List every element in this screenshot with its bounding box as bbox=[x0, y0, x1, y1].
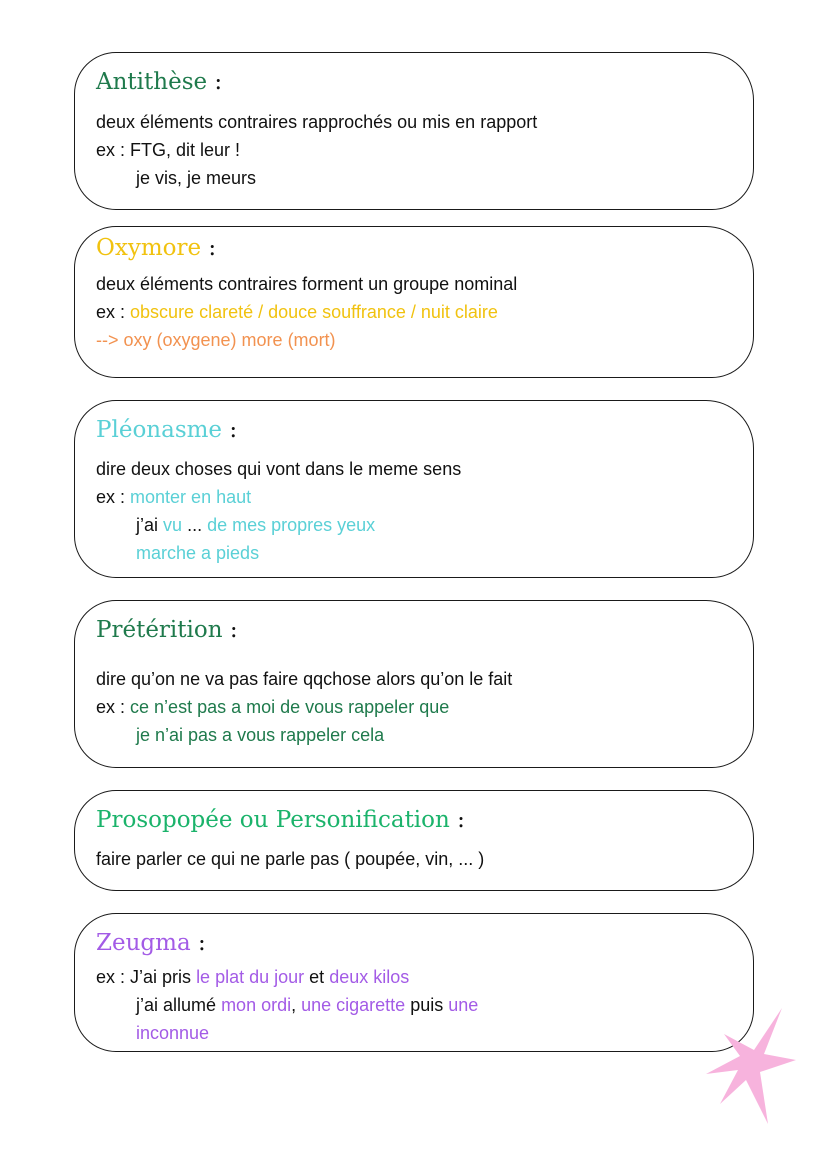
example-line: ex : FTG, dit leur ! bbox=[96, 140, 241, 160]
definition: faire parler ce qui ne parle pas ( poupée, vin, ... ) bbox=[96, 849, 485, 869]
example-line: ex : J’ai pris le plat du jour et deux kilos bbox=[96, 967, 410, 987]
card-antithese bbox=[74, 52, 754, 210]
title-oxymore: Oxymore bbox=[96, 235, 202, 261]
example-line: ex : obscure clareté / douce souffrance / nuit claire bbox=[96, 302, 498, 322]
card-preterition bbox=[74, 600, 754, 768]
card-prosopopee bbox=[74, 790, 754, 891]
title-prosopopee: Prosopopée ou Personification bbox=[96, 807, 450, 833]
example-line: inconnue bbox=[136, 1023, 210, 1043]
title-antithese: Antithèse bbox=[96, 69, 208, 95]
example-line: je n’ai pas a vous rappeler cela bbox=[136, 725, 385, 745]
example-line: j’ai allumé mon ordi, une cigarette puis une bbox=[136, 995, 479, 1015]
title-pleonasme: Pléonasme bbox=[96, 417, 223, 443]
card-oxymore bbox=[74, 226, 754, 378]
card-title: Prétérition : bbox=[96, 617, 238, 643]
example-line: je vis, je meurs bbox=[136, 168, 257, 188]
etymology-note: --> oxy (oxygene) more (mort) bbox=[96, 330, 336, 350]
definition: dire deux choses qui vont dans le meme sens bbox=[96, 459, 462, 479]
star-shape bbox=[706, 1008, 796, 1124]
example-line: ex : monter en haut bbox=[96, 487, 252, 507]
title-preterition: Prétérition bbox=[96, 617, 223, 643]
example-line: ex : ce n’est pas a moi de vous rappeler que bbox=[96, 697, 450, 717]
definition: deux éléments contraires rapprochés ou mis en rapport bbox=[96, 112, 538, 132]
card-title: Zeugma : bbox=[96, 930, 206, 956]
star-decoration-icon bbox=[702, 1004, 798, 1128]
card-title: Pléonasme : bbox=[96, 417, 238, 443]
example-line: j’ai vu ... de mes propres yeux bbox=[136, 515, 376, 535]
title-zeugma: Zeugma bbox=[96, 930, 191, 956]
card-title: Oxymore : bbox=[96, 235, 217, 261]
card-title: Antithèse : bbox=[96, 69, 223, 95]
definition: dire qu’on ne va pas faire qqchose alors qu’on le fait bbox=[96, 669, 513, 689]
card-zeugma bbox=[74, 913, 754, 1052]
definition: deux éléments contraires forment un groupe nominal bbox=[96, 274, 518, 294]
card-title: Prosopopée ou Personification : bbox=[96, 807, 465, 833]
card-pleonasme bbox=[74, 400, 754, 578]
example-line: marche a pieds bbox=[136, 543, 260, 563]
